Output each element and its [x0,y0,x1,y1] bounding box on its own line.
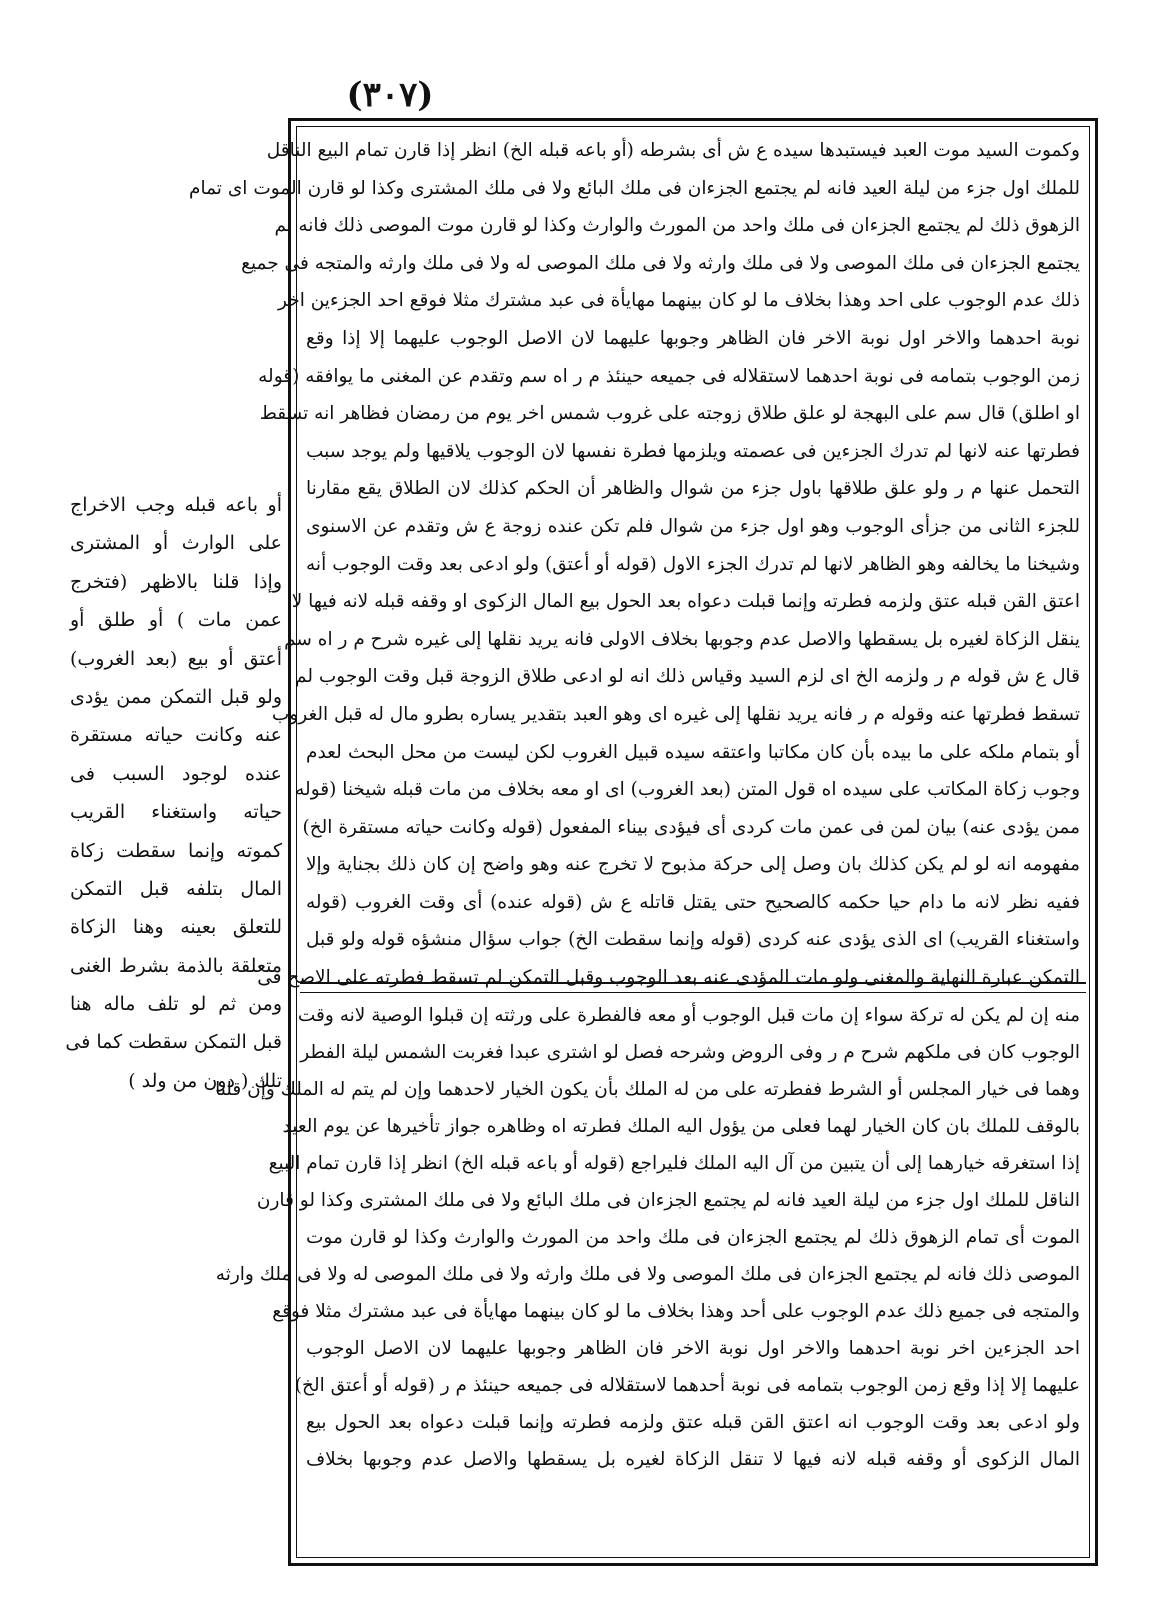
margin-line: متعلقة بالذمة بشرط الغنى [70,954,282,977]
margin-line: تلك ( دون من ولد ) [128,1069,282,1092]
text-line: أو بتمام ملكه على ما بيده بأن كان مكاتبا واعتقه سيده قبيل الغروب لكن ليست من محل البحث لعدم [306,741,1081,763]
text-line: يجتمع الجزءان فى ملك الموصى ولا فى ملك وارثه ولا فى ملك الموصى له ولا فى ملك وارثه والمتجه فى جميع [241,252,1080,274]
margin-line: عنده لوجود السبب فى [70,762,282,785]
page-number: (٣٠٧) [346,75,434,115]
text-line: وجوب زكاة المكاتب على سيده اه قول المتن (بعد الغروب) اى او معه بخلاف من مات قبله شيخنا (قوله [295,779,1080,801]
text-line: وهما فى خيار المجلس أو الشرط ففطرته على من له الملك بأن يكون الخيار لاحدهما وإن لم يتم له الملك وإن قلنا [215,1079,1080,1100]
text-line: التمكن عبارة النهاية والمغنى ولو مات المؤدى عنه بعد الوجوب وقبل التمكن لم تسقط فطرته على الاصح فى [257,967,1080,989]
margin-line: ومن ثم لو تلف ماله هنا [70,993,282,1016]
text-line: الزهوق ذلك لم يجتمع الجزءان فى ملك واحد من المورث والوارث وكذا لو قارن موت الموصى ذلك فانه لم [274,215,1080,237]
margin-line: للتعلق بعينه وهنا الزكاة [70,916,282,939]
text-line: ففيه نظر لانه ما دام حيا حكمه كالصحيح حتى يقتل قاتله ع ش (قوله عنده) أى وقت الغروب (قوله [306,891,1080,913]
text-line: وكموت السيد موت العبد فيستبدها سيده ع ش أى بشرطه (أو باعه قبله الخ) انظر إذا قارن تمام البيع الناقل [266,140,1080,161]
margin-line: عمن مات ) أو طلق أو [70,609,282,632]
text-line: للجزء الثانى من جزأى الوجوب وهو اول جزء من شوال فلم تكن عنده زوجة ع ش وتقدم عن الاسنوى [306,515,1080,537]
text-line: وشيخنا ما يخالفه وهو الظاهر لانها لم تدرك الجزء الاول (قوله أو أعتق) ولو ادعى بعد وقت الوجوب أنه [306,553,1080,575]
text-line: احد الجزءين اخر نوبة احدهما والاخر اول نوبة الاخر فان الظاهر وجوبها عليهما لان الاصل الوجوب [306,1338,1080,1359]
text-line: للملك اول جزء من ليلة العيد فانه لم يجتمع الجزءان فى ملك البائع ولا فى ملك المشترى وكذا لو قارن الموت اى تمام [189,177,1080,199]
margin-line: أعتق أو بيع (بعد الغروب) [70,647,282,670]
margin-line: المال بتلفه قبل التمكن [70,877,282,900]
text-line: التحمل عنها م ر ولو علق طلاقها باول جزء من شوال والظاهر أن الحكم كذلك لان الطلاق يقع مقارنا [306,478,1080,500]
text-line: نوبة احدهما والاخر اول نوبة الاخر فان الظاهر وجوبها عليهما لان الاصل الوجوب عليهما إلا إذا وقع [306,327,1080,349]
text-line: الموت أى تمام الزهوق ذلك لم يجتمع الجزءان فى ملك واحد من المورث والوارث وكذا لو قارن موت [306,1227,1080,1248]
text-line: الوجوب كان فى ملكهم شرح م ر وفى الروض وشرحه فصل لو اشترى عبدا فغربت الشمس ليلة الفطر [300,1042,1080,1063]
text-line: واستغناء القريب) اى الذى يؤدى عنه كردى (قوله وإنما سقطت الخ) جواب سؤال منشؤه قوله ولو قبل [306,929,1080,951]
text-line: اعتق القن قبله عتق ولزمه فطرته وإنما قبلت دعواه بعد الحول بيع المال الزكوى او وقفه قبله لانه فيها لا [291,591,1080,613]
text-line: تسقط فطرتها عنه وقوله م ر فانه يريد نقلها إلى غيره اى وهو العبد بتقدير يساره بطرو مال له قبل الغروب [271,703,1080,725]
text-line: مفهومه انه لو لم يكن كذلك بان وصل إلى حركة مذبوح لا تخرج عنه وهو واضح إن كان ذلك بجناية وإلا [306,854,1080,876]
margin-line: أو باعه قبله وجب الاخراج [70,494,282,516]
text-line: او اطلق) قال سم على البهجة لو علق طلاق زوجته على غروب شمس اخر يوم من رمضان فظاهر انه تسقط [259,403,1080,425]
margin-text [65,486,282,1100]
text-line: إذا استغرقه خيارهما إلى أن يتبين من آل اليه الملك فليراجع (قوله أو باعه قبله الخ) انظر إذا قارن تمام البيع [268,1153,1080,1174]
text-line: بالوقف للملك بان كان الخيار لهما فعلى من يؤول اليه الملك فطرته اه وظاهره جواز تأخيرها عن يوم العيد [282,1116,1080,1137]
text-line: ينقل الزكاة لغيره بل يسقطها والاصل عدم وجوبها بخلاف الاولى فانه يريد نقلها إلى غيره شرح م ر اه سم [284,628,1080,650]
text-line: ممن يؤدى عنه) بيان لمن فى عمن مات كردى أى فيؤدى بيناء المفعول (قوله وكانت حياته مستقرة الخ) [302,816,1080,838]
text-line: منه إن لم يكن له تركة سواء إن مات قبل الوجوب أو معه فالفطرة على ورثته إن قبلوا الوصية لانه وقت [297,1005,1080,1026]
section-divider [300,982,1086,993]
text-line: زمن الوجوب بتمامه فى نوبة احدهما لاستقلاله فى جميعه حينئذ م ر اه سم وتقدم عن المغنى ما يوافقه (قوله [258,365,1080,387]
margin-line: عنه وكانت حياته مستقرة [70,724,282,747]
text-line: المال الزكوى أو وقفه قبله لانه فيها لا تنقل الزكاة لغيره بل يسقطها والاصل عدم وجوبها بخلاف [306,1449,1080,1470]
text-line: ذلك عدم الوجوب على احد وهذا بخلاف ما لو كان بينهما مهايأة فى عبد مشترك مثلا فوقع احد الجزءين اخر [278,290,1080,312]
margin-line: حياته واستغناء القريب [70,801,282,824]
margin-line: قبل التمكن سقطت كما فى [65,1031,282,1054]
text-line: عليهما إلا إذا وقع زمن الوجوب بتمامه فى نوبة أحدهما لاستقلاله فى جميعه حينئذ م ر (قوله أو أعتق الخ) [294,1375,1080,1396]
margin-line: على الوارث أو المشترى [70,532,282,555]
commentary-bottom [215,997,1086,1552]
text-line: فطرتها عنه لانها لم تدرك الجزءين فى عصمته ويلزمها فطرة نفسها لان الوجوب يلاقيها ولم يوجد سبب [306,440,1080,462]
commentary-top [189,132,1086,989]
text-line: والمتجه فى جميع ذلك عدم الوجوب على أحد وهذا بخلاف ما لو كان بينهما مهايأة فى عبد مشترك مثلا فوقع [272,1301,1080,1322]
text-line: قال ع ش قوله م ر ولزمه الخ اى لزم السيد وقياس ذلك انه لو ادعى طلاق الزوجة قبل وقت الوجوب لم [295,666,1080,688]
margin-line: وإذا قلنا بالاظهر (فتخرج [70,570,282,593]
text-line: الموصى ذلك فانه لم يجتمع الجزءان فى ملك الموصى ولا فى ملك وارثه ولا فى ملك الموصى له ولا فى ملك وارثه [215,1264,1080,1285]
margin-line: كموته وإنما سقطت زكاة [70,839,282,862]
text-line: الناقل للملك اول جزء من ليلة العيد فانه لم يجتمع الجزءان فى ملك البائع ولا فى ملك المشترى وكذا لو قارن [256,1190,1080,1211]
text-line: ولو ادعى بعد وقت الوجوب انه اعتق القن قبله عتق ولزمه فطرته وإنما قبلت دعواه بعد الحول بيع [306,1412,1080,1433]
margin-line: ولو قبل التمكن ممن يؤدى [70,685,282,708]
